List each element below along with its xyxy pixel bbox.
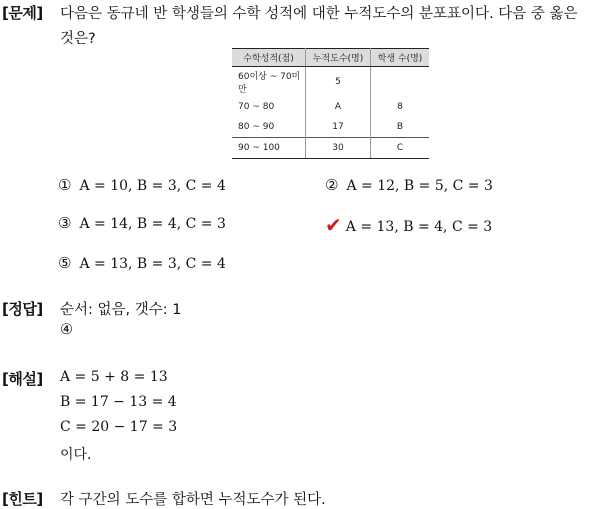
answer-label: [정답]	[2, 300, 43, 318]
table-row	[232, 97, 429, 117]
answer-summary: 순서: 없음, 갯수: 1	[60, 302, 182, 318]
table-cell	[371, 67, 430, 98]
choice-5[interactable]	[58, 254, 226, 272]
solution-line: A = 5 + 8 = 13	[60, 369, 168, 385]
choice-text: A = 13, B = 4, C = 3	[345, 219, 493, 235]
table-cell: A	[306, 97, 371, 117]
table-header: 학생 수(명)	[371, 49, 430, 67]
answer-choice: ④	[60, 322, 73, 338]
table-cell: 60이상 ~ 70미만	[232, 67, 306, 98]
table-cell: 90 ~ 100	[232, 138, 306, 159]
choice-3[interactable]	[58, 214, 226, 232]
solution-line: C = 20 − 17 = 3	[60, 419, 178, 435]
choice-number: ①	[58, 176, 72, 194]
choice-text: A = 13, B = 3, C = 4	[79, 256, 226, 272]
checkmark-icon: ✔	[325, 213, 342, 237]
choice-text: A = 14, B = 4, C = 3	[79, 216, 226, 232]
table-cell: 8	[397, 102, 403, 112]
cumulative-frequency-table	[232, 48, 429, 159]
question-label: [문제]	[2, 4, 43, 22]
table-cell: 5	[306, 67, 371, 98]
table-header: 누적도수(명)	[306, 49, 371, 67]
solution-line: B = 17 − 13 = 4	[60, 394, 177, 410]
table-row	[232, 117, 429, 138]
choice-number: ⑤	[58, 254, 72, 272]
table-row	[232, 67, 429, 98]
table-cell: 30	[306, 138, 371, 159]
solution-line: 이다.	[60, 447, 92, 463]
question-text-line1: 다음은 동규네 반 학생들의 수학 성적에 대한 누적도수의 분포표이다. 다음 중 옳은	[60, 6, 578, 22]
table-header-row	[232, 49, 429, 67]
choice-number: ②	[325, 176, 339, 194]
choice-1[interactable]	[58, 176, 226, 194]
choice-4[interactable]	[325, 212, 492, 236]
hint-text: 각 구간의 도수를 합하면 누적도수가 된다.	[60, 492, 326, 508]
table-cell: 17	[306, 117, 371, 138]
choice-2[interactable]	[325, 176, 493, 194]
table-cell: C	[371, 138, 430, 159]
solution-label: [해설]	[2, 370, 43, 388]
hint-label: [힌트]	[2, 490, 43, 508]
table-cell: 70 ~ 80	[232, 97, 306, 117]
question-text-line2: 것은?	[60, 31, 96, 47]
table-row	[232, 138, 429, 159]
choice-number: ③	[58, 214, 72, 232]
choice-text: A = 12, B = 5, C = 3	[346, 178, 493, 194]
table-cell: B	[396, 122, 404, 132]
table-header: 수학성적(점)	[232, 49, 306, 67]
choice-text: A = 10, B = 3, C = 4	[79, 178, 226, 194]
table-cell: 80 ~ 90	[232, 117, 306, 138]
